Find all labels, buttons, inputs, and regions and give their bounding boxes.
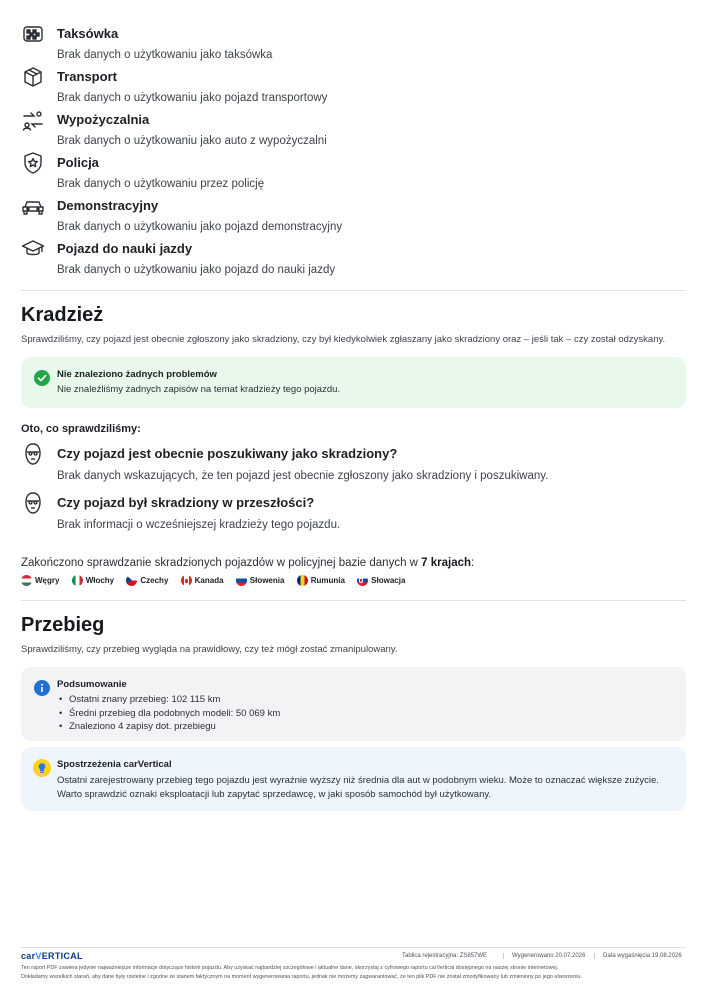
usage-desc: Brak danych o użytkowaniu jako pojazd do nauki jazdy	[57, 264, 336, 276]
status-text: Nie znaleźliśmy żadnych zapisów na temat kradzieży tego pojazdu.	[57, 384, 341, 395]
flag-slovakia-icon	[357, 575, 368, 586]
summary-item: • Ostatni znany przebieg: 102 115 km	[57, 693, 280, 707]
usage-title: Demonstracyjny	[57, 198, 159, 213]
db-text-post: :	[471, 557, 475, 569]
usage-desc: Brak danych o użytkowaniu jako pojazd demonstracyjny	[57, 221, 343, 233]
footer-divider	[21, 947, 686, 948]
usage-list	[21, 22, 686, 280]
usage-title: Policja	[57, 155, 99, 170]
usage-desc: Brak danych o użytkowaniu jako taksówka	[57, 49, 273, 61]
theft-status-box	[21, 357, 686, 408]
graduation-cap-icon	[21, 237, 45, 261]
insight-title: Spostrzeżenia carVertical	[57, 759, 172, 770]
usage-desc: Brak danych o użytkowaniu jako pojazd transportowy	[57, 92, 328, 104]
country-name: Słowenia	[249, 576, 285, 585]
mileage-summary-box	[21, 667, 686, 741]
country-slovakia	[357, 575, 405, 586]
check-circle-icon	[34, 370, 50, 386]
question-text: Czy pojazd jest obecnie poszukiwany jako skradziony?	[57, 446, 398, 461]
generated-date: Wygenerowano 20.07.2026	[503, 953, 585, 959]
summary-item: • Znaleziono 4 zapisy dot. przebiegu	[57, 720, 280, 734]
insight-text: Warto sprawdzić oznaki eksploatacji lub zapytać sprzedawcę, w jaki sposób samochód był użytkowany.	[57, 789, 492, 800]
theft-question	[21, 491, 686, 539]
country-flags	[21, 575, 415, 587]
usage-item-police	[21, 151, 686, 194]
question-text: Czy pojazd był skradziony w przeszłości?	[57, 495, 315, 510]
section-subtitle-mileage: Sprawdziliśmy, czy przebieg wygląda na prawidłowy, czy też mógł zostać zmanipulowany.	[21, 644, 398, 655]
status-title: Nie znaleziono żadnych problemów	[57, 369, 217, 380]
lightbulb-icon	[33, 759, 51, 777]
usage-title: Pojazd do nauki jazdy	[57, 241, 193, 256]
summary-item: • Średni przebieg dla podobnych modeli: 50 069 km	[57, 707, 280, 721]
flag-romania-icon	[297, 575, 308, 586]
db-text-pre: Zakończono sprawdzanie skradzionych pojazdów w policyjnej bazie danych w	[21, 557, 422, 569]
taxi-icon	[21, 22, 45, 46]
country-name: Węgry	[35, 576, 60, 585]
disclaimer-line: Ten raport PDF zawiera jedynie najważniejsze informacje dotyczące historii pojazdu. Aby uzyskać najbardziej szczegółowe i aktualne dane, skorzystaj z cyfrowego raportu carVertical dostępnego na naszej stronie internetowej.	[21, 965, 559, 971]
country-name: Słowacja	[371, 576, 406, 585]
flag-italy-icon	[72, 575, 83, 586]
disclaimer-line: Dokładamy wszelkich starań, aby dane były rzetelne i zgodne ze stanem faktycznym na moment wygenerowania raportu, jednak nie możemy zagwarantować, że ten plik PDF nie został zmodyfikowany lub zmieniony po jego utworzeniu.	[21, 973, 582, 980]
summary-list	[57, 693, 280, 734]
rental-icon	[21, 108, 45, 132]
thief-mask-icon	[21, 491, 45, 515]
country-czechia	[126, 575, 168, 586]
expiry-date: Data wygaśnięcia 19.08.2026	[594, 953, 682, 959]
country-italy	[72, 575, 114, 586]
usage-item-driving-school	[21, 237, 686, 280]
box-icon	[21, 65, 45, 89]
theft-question	[21, 442, 686, 490]
usage-title: Taksówka	[57, 26, 119, 41]
logo-part: car	[21, 951, 36, 961]
country-name: Kanada	[194, 576, 224, 585]
checked-title: Oto, co sprawdziliśmy:	[21, 423, 141, 435]
country-name: Rumunia	[310, 576, 345, 585]
carvertical-logo	[21, 951, 83, 961]
insight-box	[21, 747, 686, 811]
plate-number: Tablica rejestracyjna: ZS857WE	[402, 953, 488, 959]
usage-title: Wypożyczalnia	[57, 112, 150, 127]
answer-text: Brak informacji o wcześniejszej kradzieży tego pojazdu.	[57, 519, 341, 531]
usage-item-taxi	[21, 22, 686, 65]
section-subtitle-theft: Sprawdziliśmy, czy pojazd jest obecnie zgłoszony jako skradziony, czy był kiedykolwiek zgłaszany jako skradziony oraz – jeśli tak – czy został odzyskany.	[21, 334, 666, 345]
divider	[21, 600, 686, 601]
divider	[21, 290, 686, 291]
answer-text: Brak danych wskazujących, że ten pojazd jest obecnie zgłoszony jako skradziony i poszukiwany.	[57, 470, 549, 482]
thief-mask-icon	[21, 442, 45, 466]
police-badge-icon	[21, 151, 45, 175]
info-icon	[34, 680, 50, 696]
country-romania	[297, 575, 345, 586]
logo-part: V	[35, 951, 42, 961]
footer-disclaimer	[21, 964, 686, 981]
usage-item-transport	[21, 65, 686, 108]
flag-canada-icon	[181, 575, 192, 586]
usage-item-rental	[21, 108, 686, 151]
usage-item-demo	[21, 194, 686, 237]
country-name: Czechy	[140, 576, 169, 585]
country-name: Włochy	[85, 576, 115, 585]
country-hungary	[21, 575, 59, 586]
insight-text: Ostatni zarejestrowany przebieg tego pojazdu jest wyraźnie wyższy niż średnia dla aut w podobnym wieku. Może to oznaczać większe zużycie.	[57, 775, 659, 786]
demo-car-icon	[21, 194, 45, 218]
country-canada	[181, 575, 224, 586]
flag-hungary-icon	[21, 575, 32, 586]
country-slovenia	[236, 575, 285, 586]
logo-part: ERTICAL	[41, 951, 83, 961]
flag-slovenia-icon	[236, 575, 247, 586]
database-check-text	[21, 557, 474, 569]
section-title-theft: Kradzież	[21, 304, 104, 326]
summary-title: Podsumowanie	[57, 679, 127, 690]
section-title-mileage: Przebieg	[21, 614, 105, 636]
usage-desc: Brak danych o użytkowaniu przez policję	[57, 178, 265, 190]
usage-desc: Brak danych o użytkowaniu jako auto z wypożyczalni	[57, 135, 327, 147]
flag-czechia-icon	[126, 575, 137, 586]
usage-title: Transport	[57, 69, 117, 84]
db-text-count: 7 krajach	[421, 557, 472, 569]
